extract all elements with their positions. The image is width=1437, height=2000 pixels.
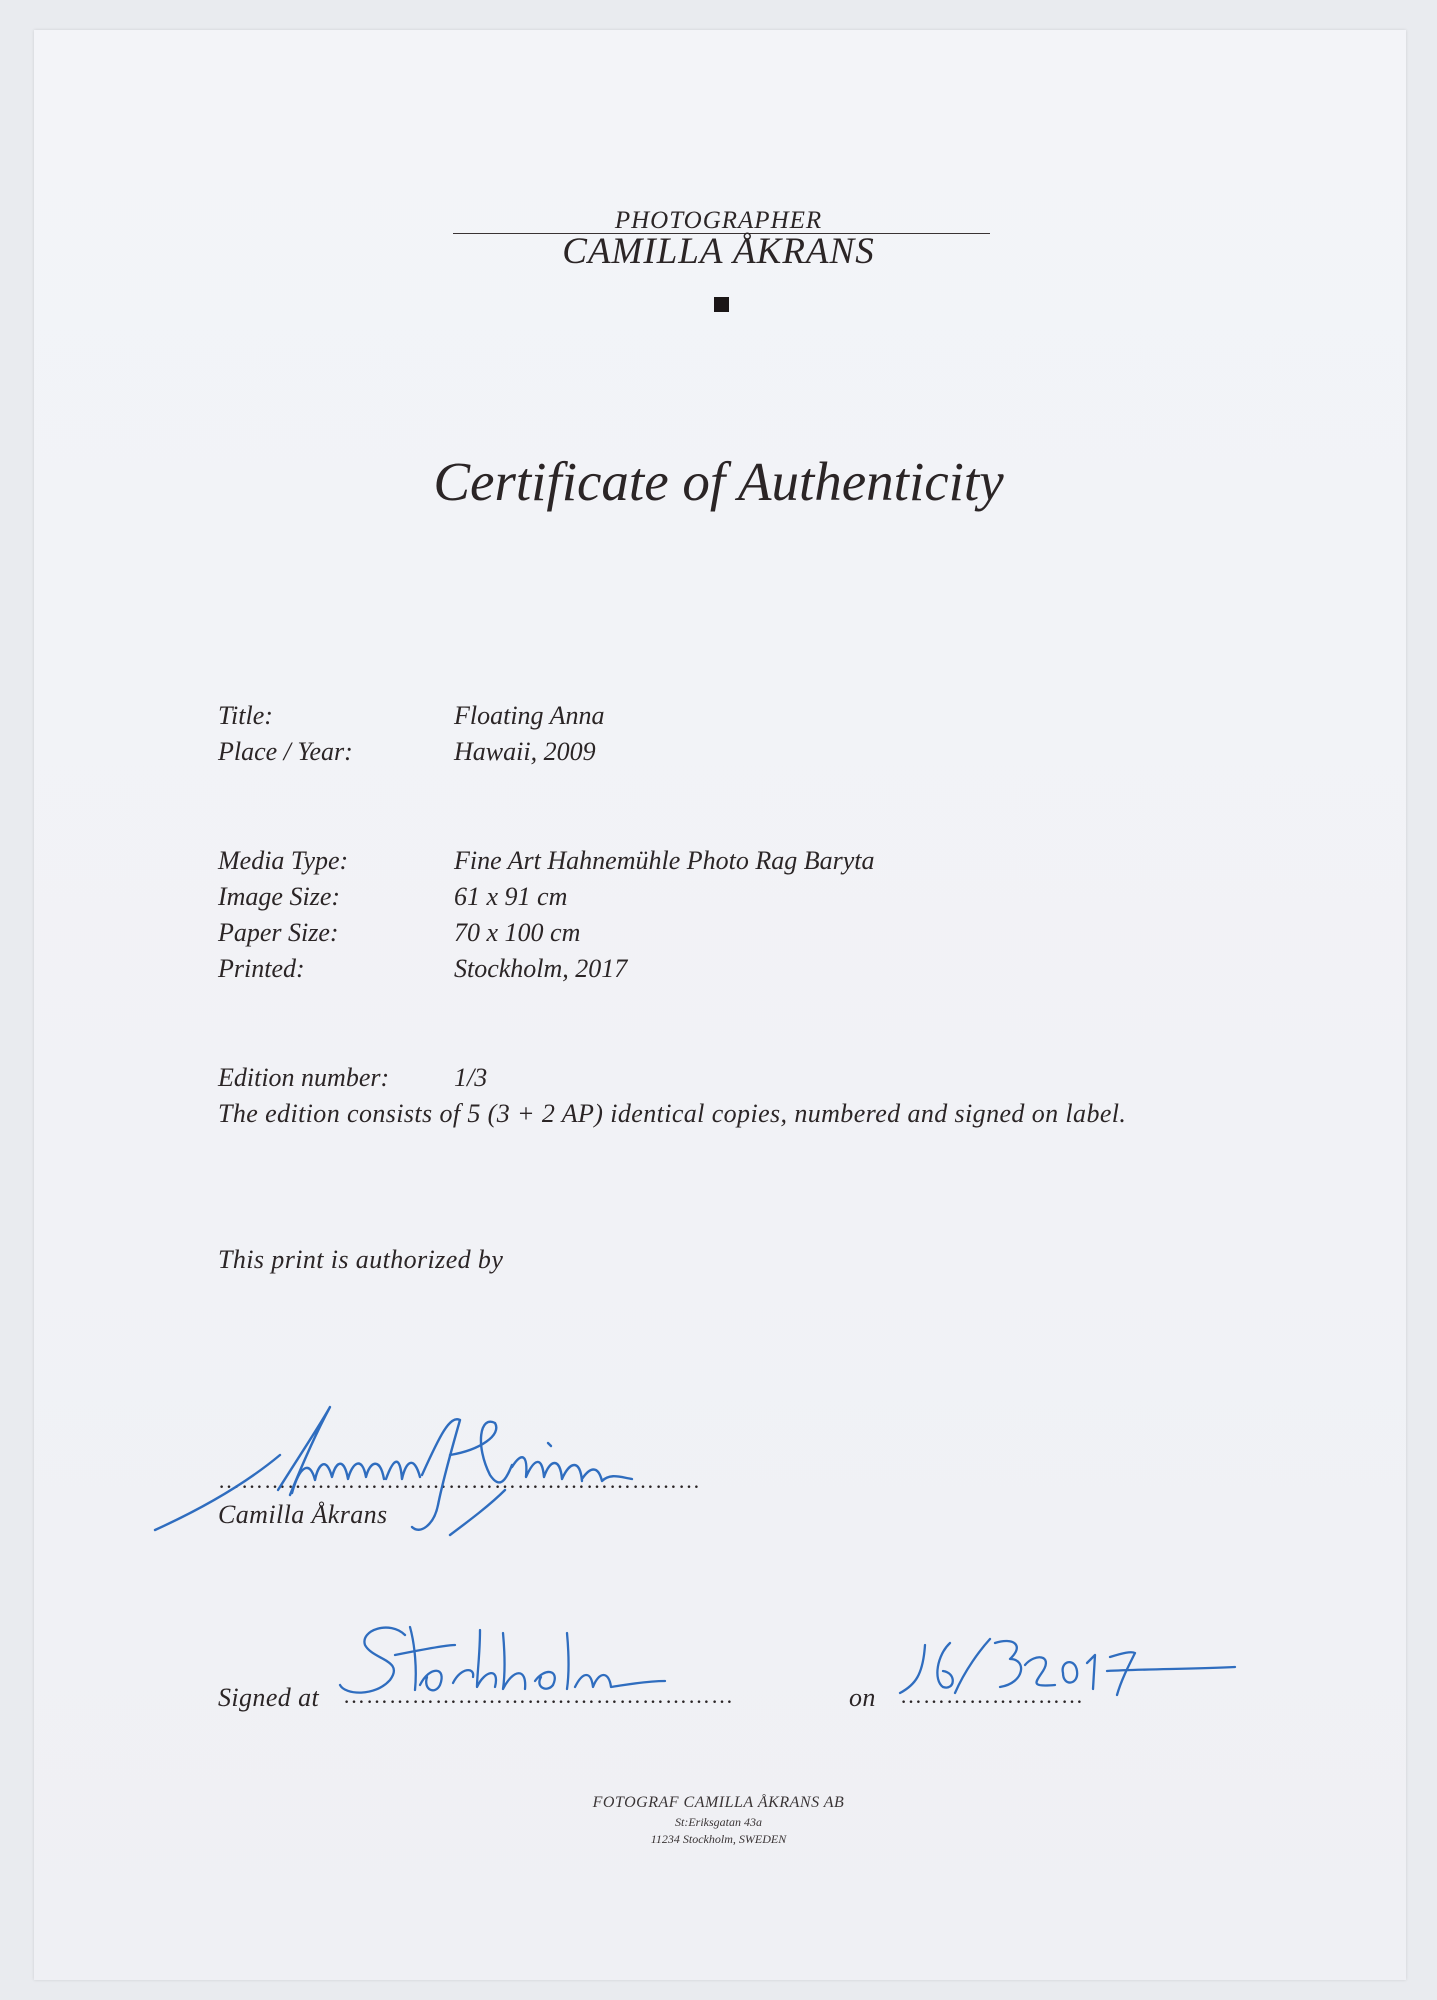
- edition-number-label: Edition number:: [218, 1063, 390, 1092]
- signer-name: Camilla Åkrans: [218, 1500, 388, 1529]
- title-label: Title:: [218, 701, 273, 730]
- image-size-value: 61 x 91 cm: [454, 882, 568, 911]
- handwritten-signature-icon: [150, 1395, 790, 1545]
- signature-dotted-line: ………………………………………………………: [218, 1468, 701, 1493]
- footer-company: FOTOGRAF CAMILLA ÅKRANS AB: [592, 1794, 845, 1811]
- edition-number-value: 1/3: [454, 1063, 488, 1092]
- paper-size-label: Paper Size:: [218, 918, 339, 947]
- footer-city: 11234 Stockholm, SWEDEN: [650, 1832, 787, 1846]
- photographer-label: PHOTOGRAPHER: [614, 207, 823, 234]
- on-label: on: [849, 1683, 876, 1712]
- place-dotted-line: ……………………………………………: [343, 1683, 734, 1708]
- document-title: Certificate of Authenticity: [433, 451, 1004, 512]
- square-ornament-icon: [714, 297, 729, 312]
- authorization-text: This print is authorized by: [218, 1245, 504, 1274]
- signed-at-label: Signed at: [218, 1683, 320, 1712]
- media-type-value: Fine Art Hahnemühle Photo Rag Baryta: [454, 846, 875, 875]
- handwritten-place-icon: [335, 1615, 775, 1710]
- edition-note: The edition consists of 5 (3 + 2 AP) identical copies, numbered and signed on label.: [218, 1099, 1127, 1128]
- footer-street: St:Eriksgatan 43a: [675, 1815, 762, 1829]
- paper-size-value: 70 x 100 cm: [454, 918, 581, 947]
- photographer-name: CAMILLA ÅKRANS: [562, 231, 875, 272]
- title-value: Floating Anna: [454, 701, 605, 730]
- printed-label: Printed:: [218, 954, 305, 983]
- handwritten-date-icon: [895, 1625, 1240, 1705]
- date-dotted-line: ……………………: [900, 1683, 1084, 1708]
- place-year-label: Place / Year:: [218, 737, 353, 766]
- image-size-label: Image Size:: [218, 882, 341, 911]
- printed-value: Stockholm, 2017: [454, 954, 628, 983]
- media-type-label: Media Type:: [218, 846, 349, 875]
- place-year-value: Hawaii, 2009: [454, 737, 596, 766]
